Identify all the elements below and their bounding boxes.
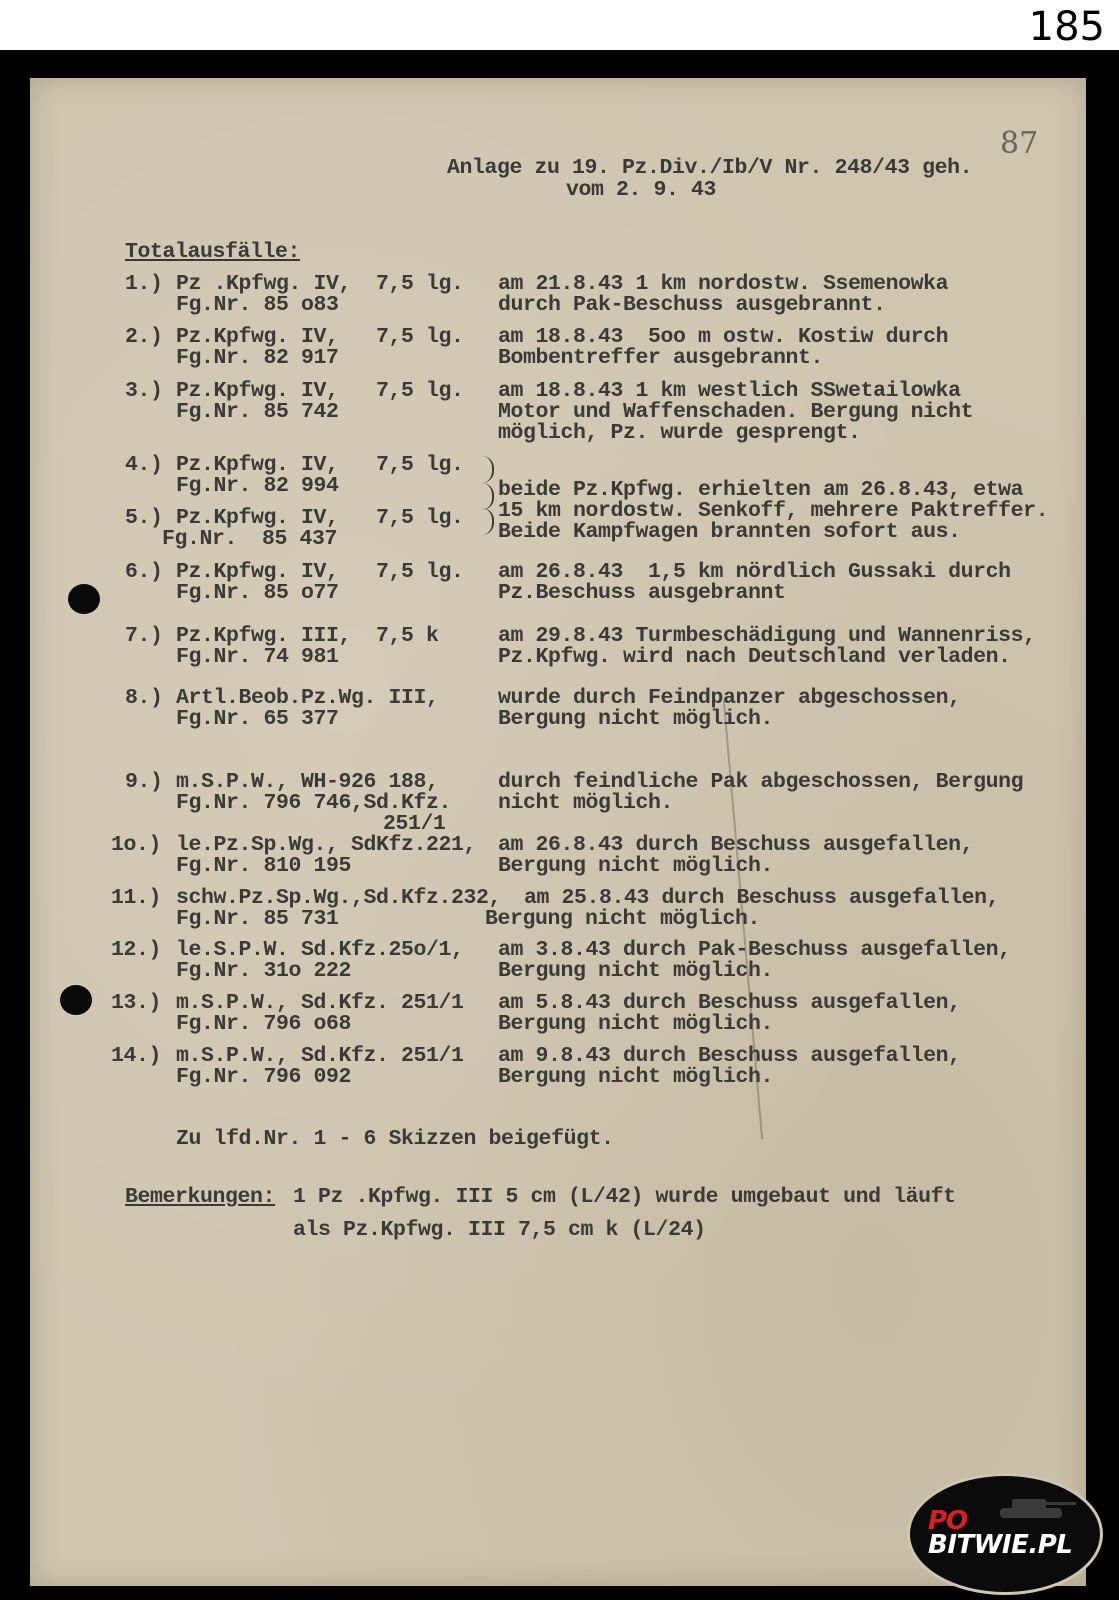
entry-chassis-number: Fg.Nr. 85 o83 (176, 293, 339, 317)
entry-chassis-number: Fg.Nr. 85 731 (176, 907, 339, 931)
entry-description: Bergung nicht möglich. (498, 959, 774, 983)
entry-vehicle: le.Pz.Sp.Wg., SdKfz.221, (176, 833, 477, 857)
entry-number: 14.) (111, 1044, 162, 1068)
entry-description: am 29.8.43 Turmbeschädigung und Wannenriss, (498, 624, 1036, 648)
entry-number: 2.) (125, 325, 163, 349)
entry-vehicle: Pz .Kpfwg. IV, 7,5 lg. (176, 272, 464, 296)
entry-description: am 21.8.43 1 km nordostw. Ssemenowka (498, 272, 949, 296)
entry-number: 12.) (111, 938, 162, 962)
entry-vehicle: m.S.P.W., WH-926 188, (176, 770, 439, 794)
entry-chassis-number: Fg.Nr. 796 746,Sd.Kfz. (176, 791, 452, 815)
entry-chassis-number: Fg.Nr. 85 o77 (176, 581, 339, 605)
entry-description: am 25.8.43 durch Beschuss ausgefallen, (524, 886, 1000, 910)
header-line-1: Anlage zu 19. Pz.Div./Ib/V Nr. 248/43 geh. (447, 156, 973, 180)
entry-number: 8.) (125, 686, 163, 710)
entry-number: 4.) (125, 453, 163, 477)
entry-chassis-number: Fg.Nr. 85 437 (162, 527, 338, 551)
remarks-text: als Pz.Kpfwg. III 7,5 cm k (L/24) (293, 1218, 706, 1242)
entry-chassis-number: Fg.Nr. 74 981 (176, 645, 339, 669)
entry-description: durch Pak-Beschuss ausgebrannt. (498, 293, 886, 317)
entry-description: Pz.Kpfwg. wird nach Deutschland verladen. (498, 645, 1011, 669)
tank-icon (990, 1488, 1080, 1522)
entry-number: 7.) (125, 624, 163, 648)
entry-description: am 26.8.43 durch Beschuss ausgefallen, (498, 833, 974, 857)
entry-description: Motor und Waffenschaden. Bergung nicht (498, 400, 974, 424)
entry-vehicle: le.S.P.W. Sd.Kfz.25o/1, (176, 938, 464, 962)
punch-hole (60, 985, 92, 1015)
section-title: Totalausfälle: (125, 240, 301, 264)
entry-chassis-number: Fg.Nr. 82 994 (176, 474, 339, 498)
entry-description: am 3.8.43 durch Pak-Beschuss ausgefallen, (498, 938, 1011, 962)
entry-description: nicht möglich. (498, 791, 674, 815)
entry-chassis-number: Fg.Nr. 85 742 (176, 400, 339, 424)
entry-number: 1.) (125, 272, 163, 296)
entry-description: Pz.Beschuss ausgebrannt (498, 581, 786, 605)
punch-hole (68, 584, 100, 614)
entry-chassis-number: Fg.Nr. 82 917 (176, 346, 339, 370)
remarks-text: 1 Pz .Kpfwg. III 5 cm (L/42) wurde umgebaut und läuft (293, 1185, 956, 1209)
entry-vehicle: schw.Pz.Sp.Wg.,Sd.Kfz.232, (176, 886, 502, 910)
watermark-site: BITWIE.PL (928, 1530, 1073, 1560)
entry-description: Bombentreffer ausgebrannt. (498, 346, 824, 370)
entry-number: 9.) (125, 770, 163, 794)
entry-chassis-number: Fg.Nr. 31o 222 (176, 959, 352, 983)
entry-description: am 5.8.43 durch Beschuss ausgefallen, (498, 991, 961, 1015)
entry-description: Bergung nicht möglich. (498, 854, 774, 878)
entry-description: Bergung nicht möglich. (498, 1065, 774, 1089)
entry-description: Bergung nicht möglich. (485, 907, 761, 931)
entry-description: durch feindliche Pak abgeschossen, Bergung (498, 770, 1024, 794)
entry-vehicle: Pz.Kpfwg. IV, 7,5 lg. (176, 453, 464, 477)
entry-chassis-number: Fg.Nr. 65 377 (176, 707, 339, 731)
entry-description: am 18.8.43 1 km westlich SSwetailowka (498, 379, 961, 403)
entry-description: Bergung nicht möglich. (498, 707, 774, 731)
entry-vehicle: Pz.Kpfwg. IV, 7,5 lg. (176, 325, 464, 349)
group-description: Beide Kampfwagen brannten sofort aus. (498, 520, 961, 544)
entry-description: am 26.8.43 1,5 km nördlich Gussaki durch (498, 560, 1011, 584)
group-description: 15 km nordostw. Senkoff, mehrere Paktreffer. (498, 499, 1049, 523)
entry-number: 5.) (125, 506, 163, 530)
entry-vehicle: Pz.Kpfwg. IV, 7,5 lg. (176, 506, 464, 530)
group-description: beide Pz.Kpfwg. erhielten am 26.8.43, etwa (498, 478, 1024, 502)
entry-number: 3.) (125, 379, 163, 403)
entry-chassis-number: Fg.Nr. 796 092 (176, 1065, 352, 1089)
folio-number: 87 (1000, 126, 1039, 161)
page-number: 185 (1028, 4, 1105, 50)
entry-vehicle: Pz.Kpfwg. IV, 7,5 lg. (176, 379, 464, 403)
entry-number: 11.) (111, 886, 162, 910)
entry-description: Bergung nicht möglich. (498, 1012, 774, 1036)
entry-vehicle: m.S.P.W., Sd.Kfz. 251/1 (176, 1044, 464, 1068)
entry-description: möglich, Pz. wurde gesprengt. (498, 421, 861, 445)
entry-vehicle: m.S.P.W., Sd.Kfz. 251/1 (176, 991, 464, 1015)
entry-chassis-number: Fg.Nr. 796 o68 (176, 1012, 352, 1036)
remarks-label: Bemerkungen: (125, 1185, 276, 1209)
entry-description: am 9.8.43 durch Beschuss ausgefallen, (498, 1044, 961, 1068)
header-line-2: vom 2. 9. 43 (566, 178, 717, 202)
entry-type-suffix: 251/1 (383, 812, 446, 836)
entry-number: 6.) (125, 560, 163, 584)
entry-chassis-number: Fg.Nr. 810 195 (176, 854, 352, 878)
entry-description: am 18.8.43 5oo m ostw. Kostiw durch (498, 325, 949, 349)
entry-vehicle: Pz.Kpfwg. III, 7,5 k (176, 624, 439, 648)
entry-vehicle: Pz.Kpfwg. IV, 7,5 lg. (176, 560, 464, 584)
watermark-po: PO (928, 1506, 968, 1536)
entry-description: wurde durch Feindpanzer abgeschossen, (498, 686, 961, 710)
sketch-note: Zu lfd.Nr. 1 - 6 Skizzen beigefügt. (176, 1127, 614, 1151)
entry-vehicle: Artl.Beob.Pz.Wg. III, (176, 686, 439, 710)
entry-number: 1o.) (111, 833, 162, 857)
entry-number: 13.) (111, 991, 162, 1015)
